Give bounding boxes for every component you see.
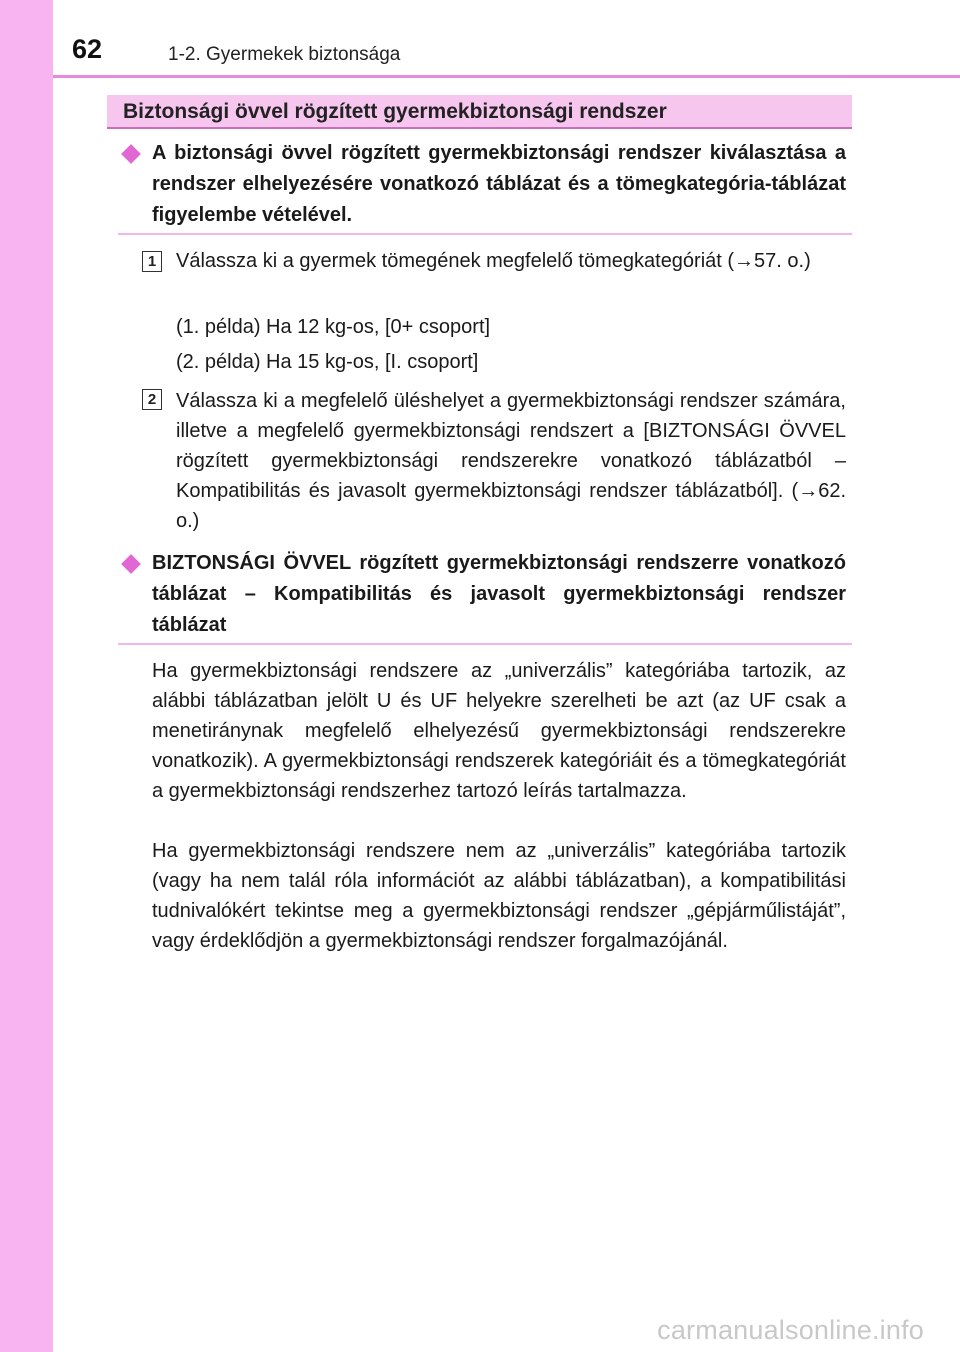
- body-paragraph: Ha gyermekbiztonsági rendszere az „univerzális” kategóriába tartozik, az alábbi táblázatban jelölt U és UF helyekre szerelheti be azt (az UF csak a menetiránynak megfelelő elhelyezésű gyermekbiztonsági rendszerekre vonatkozik). A gyermekbiztonsági rendszerek kategóriáit és a tömegkategóriát a gyermekbiztonsági rendszerhez tartozó leírás tartalmazza.: [152, 660, 846, 802]
- side-tab-strip: [0, 0, 53, 1352]
- body-paragraph: Ha gyermekbiztonsági rendszere nem az „univerzális” kategóriába tartozik (vagy ha nem talál róla információt az alábbi táblázatban), a kompatibilitási tudnivalókért tekintse meg a gyermekbiztonsági rendszer „gépjárműlistáját”, vagy érdeklődjön a gyermekbiztonsági rendszer forgalmazójánál.: [152, 840, 846, 952]
- example-line: (1. példa) Ha 12 kg-os, [0+ csoport]: [176, 316, 491, 338]
- diamond-bullet-icon: [121, 144, 141, 164]
- step-text: Válassza ki a gyermek tömegének megfelelő tömegkategóriát (→57. o.): [176, 250, 811, 272]
- subsection-heading: A biztonsági övvel rögzített gyermekbiztonsági rendszer kiválasztása a rendszer elhelyezésére vonatkozó táblázat és a tömegkategória-táblázat figyelembe vételével.: [152, 142, 846, 226]
- watermark: carmanualsonline.info: [657, 1315, 924, 1345]
- step-number-badge: 2: [142, 389, 162, 410]
- step-text: Válassza ki a megfelelő üléshelyet a gyermekbiztonsági rendszer számára, illetve a megfelelő gyermekbiztonsági rendszert a [BIZTONSÁGI ÖVVEL rögzített gyermekbiztonsági rendszerekre vonatkozó táblázatból – Kompatibilitás és javasolt gyermekbiztonsági rendszer táblázatból]. (→62. o.): [176, 390, 846, 532]
- subsection-rule: [118, 233, 852, 235]
- diamond-bullet-icon: [121, 554, 141, 574]
- header-rule: [53, 75, 960, 78]
- subsection-heading: BIZTONSÁGI ÖVVEL rögzített gyermekbiztonsági rendszerre vonatkozó táblázat – Kompatibilitás és javasolt gyermekbiztonsági rendszer táblázat: [152, 552, 846, 636]
- step-number-badge: 1: [142, 251, 162, 272]
- page-number: 62: [72, 34, 103, 64]
- section-banner-title: Biztonsági övvel rögzített gyermekbiztonsági rendszer: [123, 100, 667, 123]
- subsection-rule: [118, 643, 852, 645]
- example-line: (2. példa) Ha 15 kg-os, [I. csoport]: [176, 351, 479, 373]
- section-running-head: 1-2. Gyermekek biztonsága: [168, 44, 401, 65]
- section-banner: [107, 95, 852, 129]
